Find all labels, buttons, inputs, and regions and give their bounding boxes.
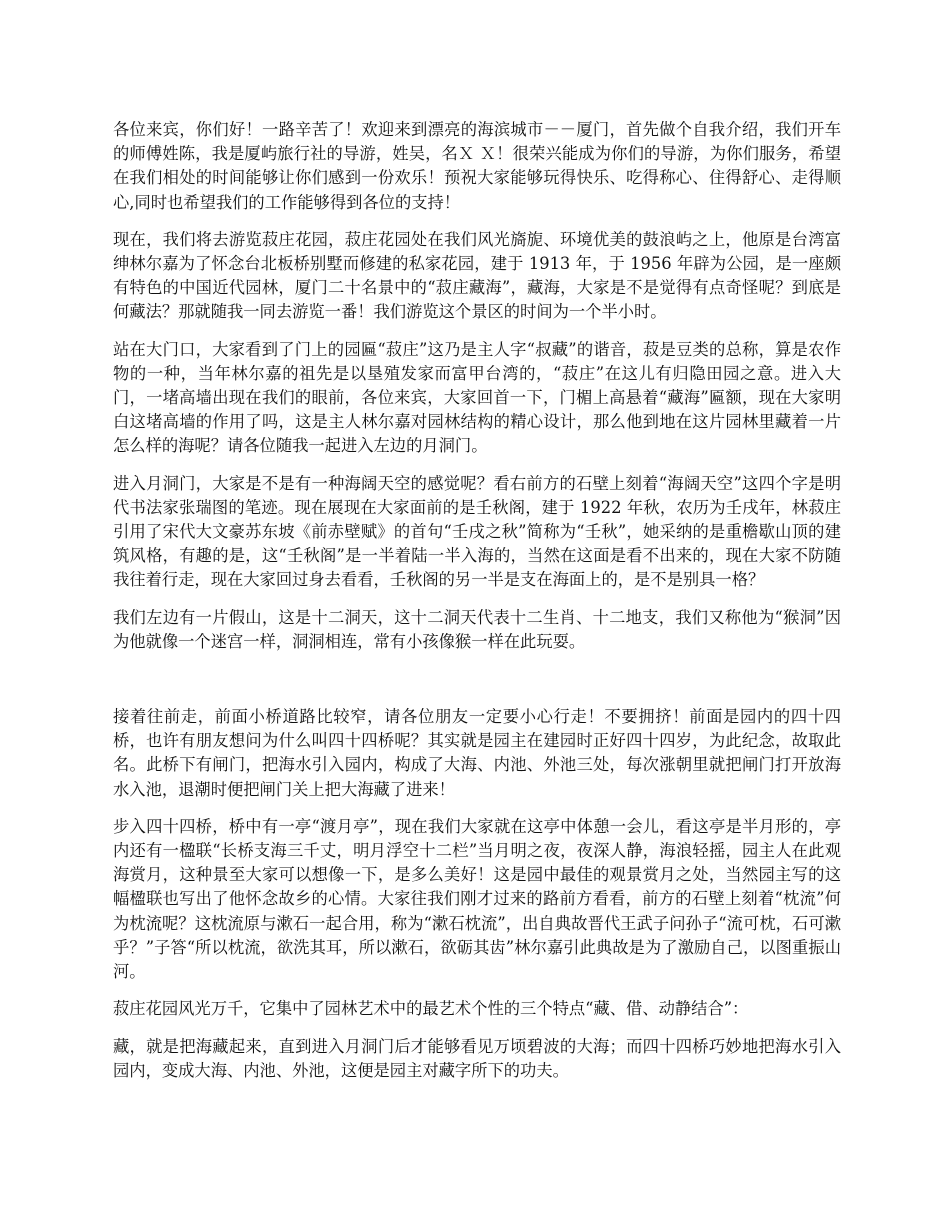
document-page [113, 118, 841, 1096]
paragraph-garden-features: 菽庄花园风光万千，它集中了园林艺术中的最艺术个性的三个特点“藏、借、动静结合”： [113, 999, 749, 1019]
paragraph-moon-gate: 进入月洞门，大家是不是有一种海阔天空的感觉呢？看右前方的石壁上刻着“海阔天空”这四个字是明代书法家张瑞图的笔迹。现在展现在大家面前的是壬秋阁，建于 1922 年秋，农历为壬戌年，林菽庄引用了宋代大文豪苏东坡《前赤壁赋》的首句“壬戌之秋”简称为“壬秋”，她采纳的是重檐歇山顶的建筑风格，有趣的是，这“壬秋阁”是一半着陆一半入海的，当然在这面是看不出来的，现在大家不防随我往着行走，现在大家回过身去看看，壬秋阁的另一半是支在海面上的，是不是别具一格？ [113, 473, 841, 590]
paragraph-forty-four-bridge: 接着往前走，前面小桥道路比较窄，请各位朋友一定要小心行走！不要拥挤！前面是园内的四十四桥，也许有朋友想问为什么叫四十四桥呢？其实就是园主在建园时正好四十四岁，为此纪念，故取此名。此桥下有闸门，把海水引入园内，构成了大海、内池、外池三处，每次涨朝里就把闸门打开放海水入池，退潮时便把闸门关上把大海藏了进来！ [113, 707, 841, 799]
section-gap [113, 667, 841, 705]
paragraph-shuzhuang-intro: 现在，我们将去游览菽庄花园，菽庄花园处在我们风光旖旎、环境优美的鼓浪屿之上，他原是台湾富绅林尔嘉为了怀念台北板桥别墅而修建的私家花园，建于 1913 年，于 1956 年辟为公园，是一座颇有特色的中国近代园林，厦门二十名景中的“菽庄藏海”，藏海，大家是不是觉得有点奇怪呢？到底是何藏法？那就随我一同去游览一番！我们游览这个景区的时间为一个半小时。 [113, 229, 841, 322]
paragraph-twelve-caves: 我们左边有一片假山，这是十二洞天，这十二洞天代表十二生肖、十二地支，我们又称他为“猴洞”因为他就像一个迷宫一样，洞洞相连，常有小孩像猴一样在此玩耍。 [113, 607, 841, 651]
paragraph-duyue-pavilion: 步入四十四桥，桥中有一亭“渡月亭”，现在我们大家就在这亭中体憩一会儿，看这亭是半月形的，亭内还有一楹联“长桥支海三千丈，明月浮空十二栏”当月明之夜，夜深人静，海浪轻摇，园主人在此观海赏月，这种景至大家可以想像一下，是多么美好！这是园中最佳的观景赏月之处，当然园主写的这幅楹联也写出了他怀念故乡的心情。大家往我们刚才过来的路前方看看，前方的石壁上刻着“枕流”何为枕流呢？这枕流原与漱石一起合用，称为“漱石枕流”，出自典故晋代王武子问孙子“流可枕，石可漱乎？”子答“所以枕流，欲洗其耳，所以漱石，欲砺其齿”林尔嘉引此典故是为了激励自己，以图重振山河。 [113, 816, 841, 982]
paragraph-main-gate: 站在大门口，大家看到了门上的园匾“菽庄”这乃是主人字“叔藏”的谐音，菽是豆类的总称，算是农作物的一种，当年林尔嘉的祖先是以垦殖发家而富甲台湾的，“菽庄”在这儿有归隐田园之意。进入大门，一堵高墙出现在我们的眼前，各位来宾，大家回首一下，门楣上高悬着“藏海”匾额，现在大家明白这堵高墙的作用了吗，这是主人林尔嘉对园林结构的精心设计，那么他到地在这片园林里藏着一片怎么样的海呢？请各位随我一起进入左边的月洞门。 [113, 339, 841, 456]
paragraph-welcome: 各位来宾，你们好！一路辛苦了！欢迎来到漂亮的海滨城市－－厦门，首先做个自我介绍，我们开车的师傅姓陈，我是厦屿旅行社的导游，姓吴，名Ｘ Ｘ！很荣兴能成为你们的导游，为你们服务，希望在我们相处的时间能够让你们感到一份欢乐！预祝大家能够玩得快乐、吃得称心、住得舒心、走得顺心,同时也希望我们的工作能够得到各位的支持！ [113, 120, 841, 212]
paragraph-hiding-sea: 藏，就是把海藏起来，直到进入月洞门后才能够看见万顷碧波的大海；而四十四桥巧妙地把海水引入园内，变成大海、内池、外池，这便是园主对藏字所下的功夫。 [113, 1036, 841, 1080]
